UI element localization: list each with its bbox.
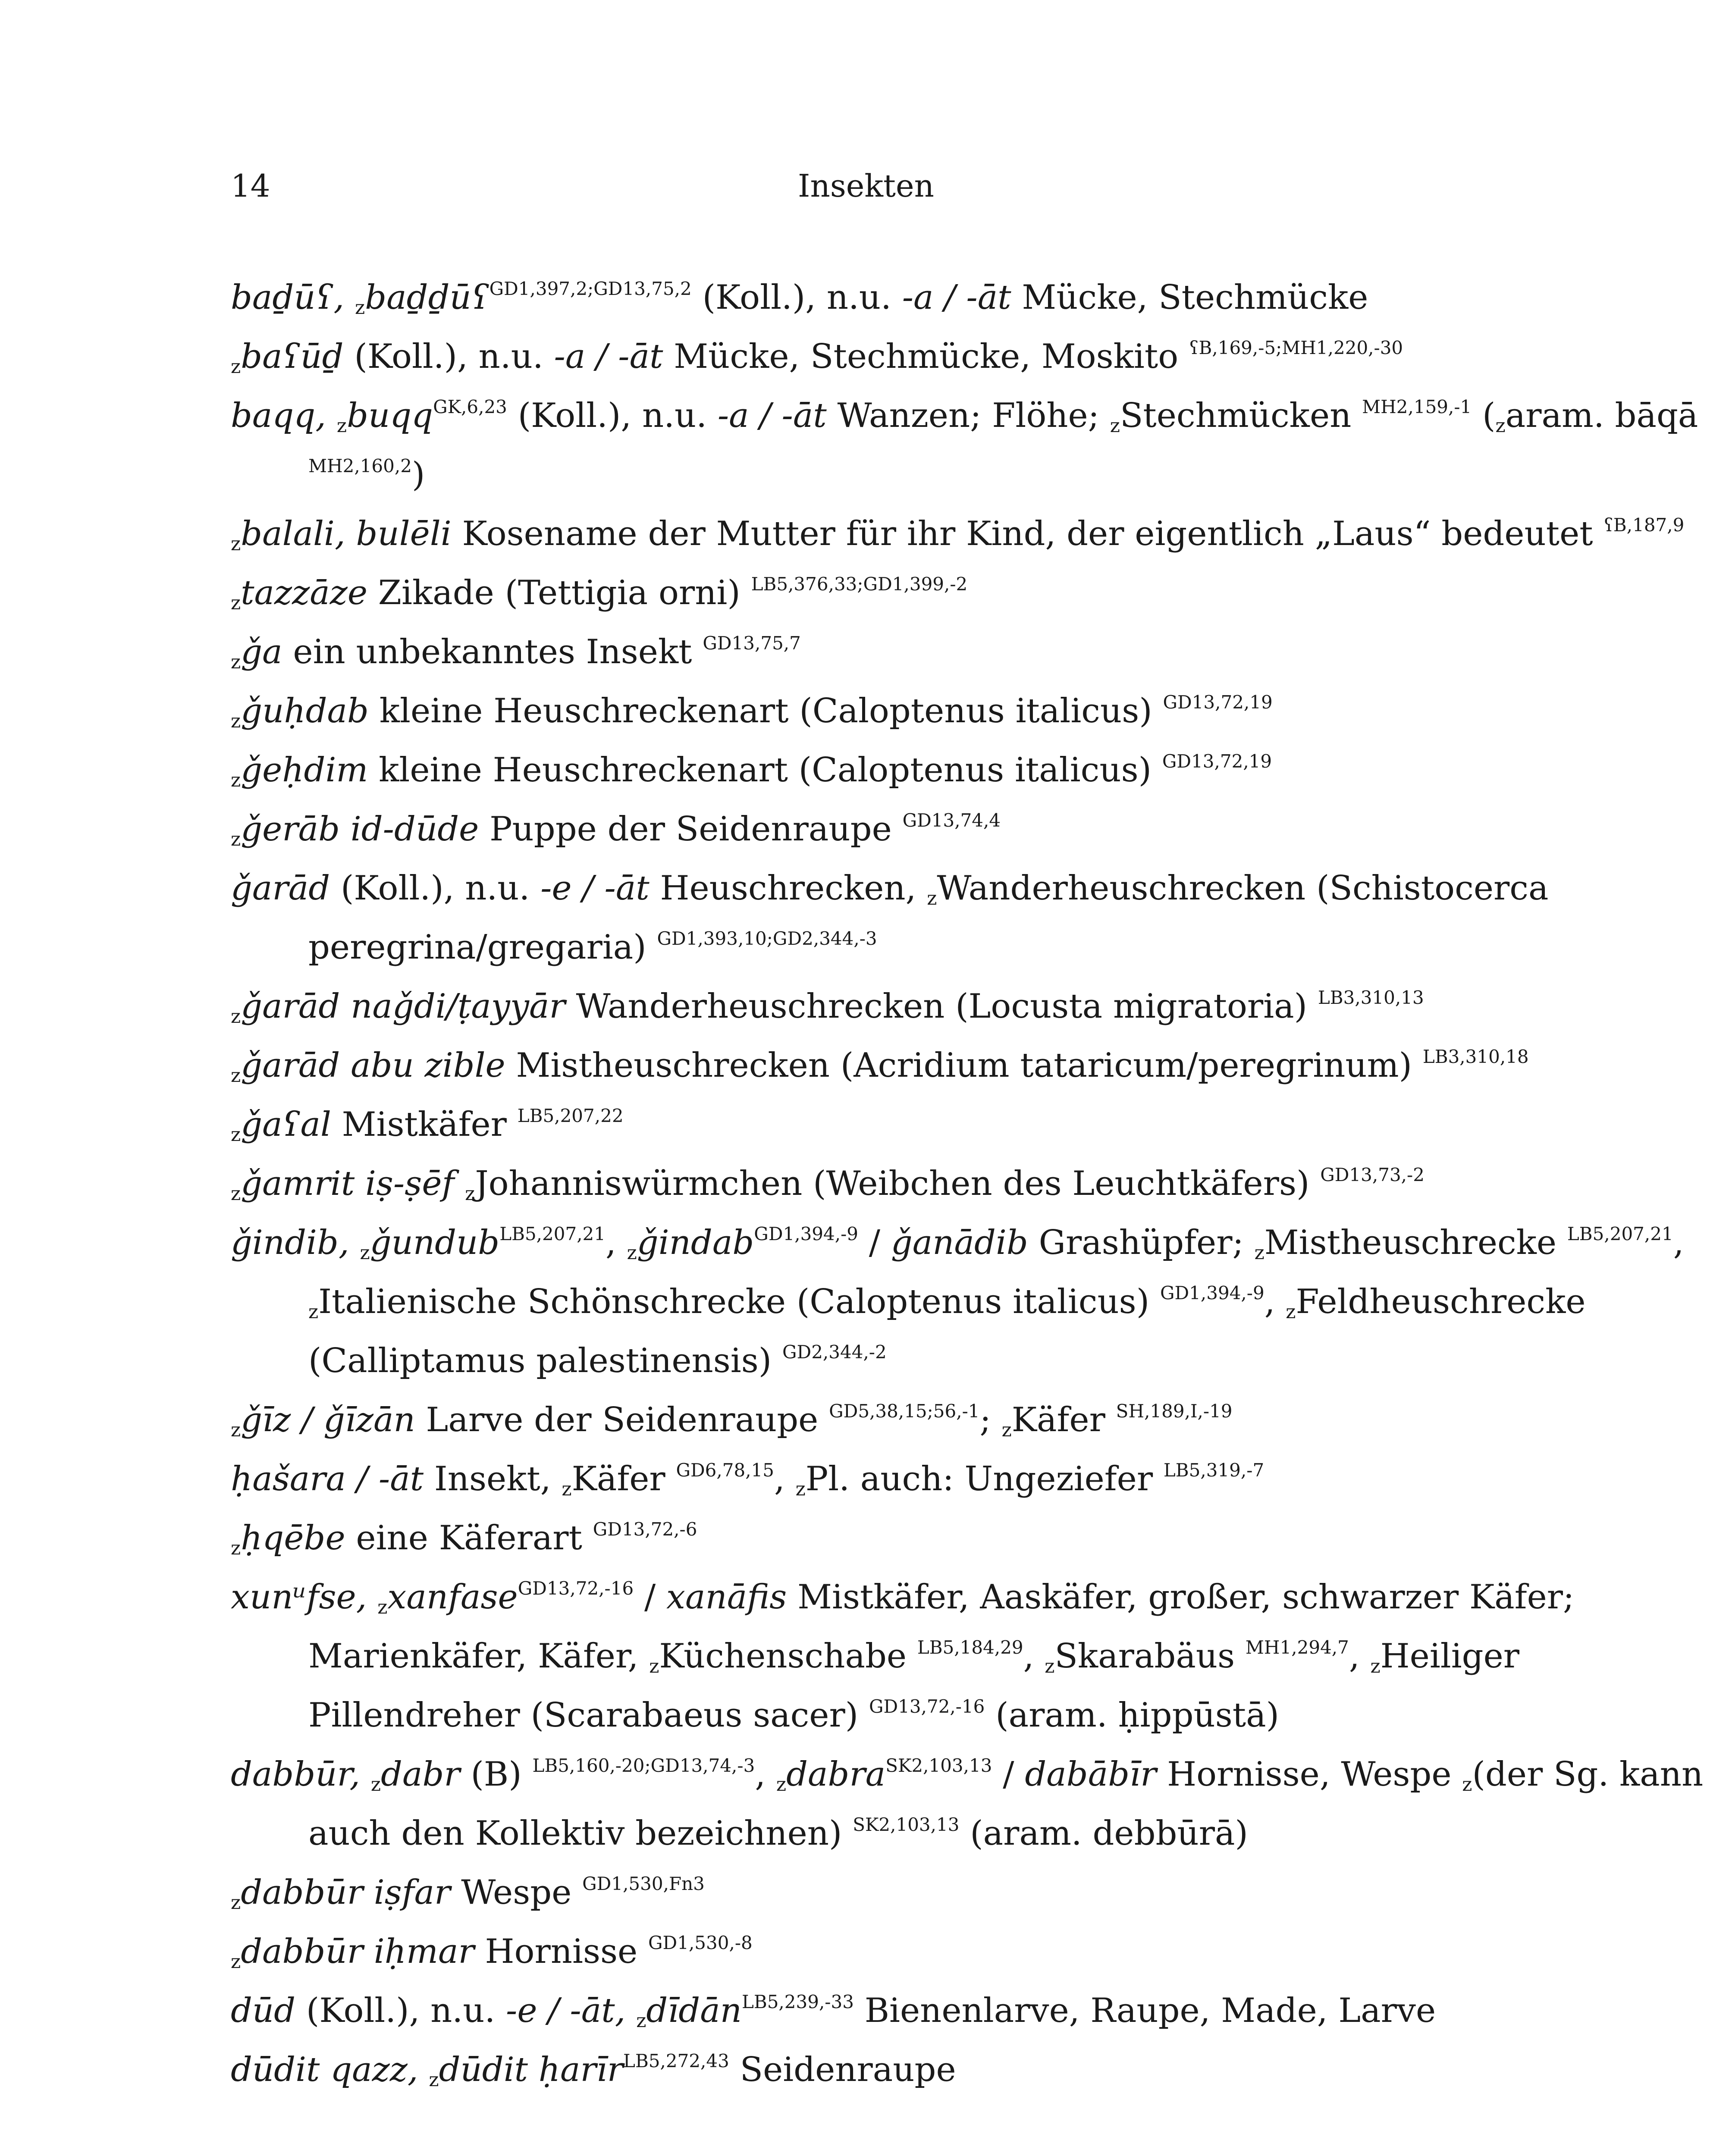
dictionary-entry xyxy=(231,741,1719,800)
dictionary-entry xyxy=(231,327,1719,386)
entry-text: Heuschrecken, xyxy=(649,869,927,908)
entry-text: , xyxy=(1264,1282,1286,1321)
entry-text: (der Sg. kann auch den Kollektiv bezeichnen) xyxy=(308,1755,1704,1853)
entry-text: ) xyxy=(411,455,425,494)
entry-text: Mistkäfer, Aaskäfer, großer, schwarzer Käfer; Marienkäfer, Käfer, xyxy=(308,1578,1575,1676)
dialect-marker: z xyxy=(355,297,365,319)
dialect-marker: z xyxy=(231,1183,241,1205)
entry-text: eine Käferart xyxy=(345,1519,593,1557)
source-reference: GD2,344,-2 xyxy=(782,1341,887,1363)
dictionary-entry xyxy=(231,1745,1719,1863)
entry-text: Mücke, Stechmücke, Moskito xyxy=(663,337,1189,376)
dialect-marker: z xyxy=(231,1419,241,1441)
entry-text: (Koll.), n.u. xyxy=(295,1991,506,2030)
source-reference: GD13,75,7 xyxy=(703,633,801,654)
dictionary-entry xyxy=(231,386,1719,505)
source-reference: ʕB,187,9 xyxy=(1603,514,1685,536)
entry-list xyxy=(231,268,1719,2100)
entry-text: Küchenschabe xyxy=(659,1637,917,1676)
source-reference: LB5,207,21 xyxy=(1567,1223,1673,1244)
headword: dabbūr iṣfar xyxy=(241,1873,451,1912)
source-reference: GD13,72,-16 xyxy=(518,1578,634,1599)
headword: dabra xyxy=(786,1755,886,1794)
headword: ǧindib, xyxy=(231,1223,360,1262)
source-reference: LB5,207,22 xyxy=(517,1105,624,1126)
entry-text: Larve der Seidenraupe xyxy=(415,1401,829,1439)
dictionary-entry xyxy=(231,1509,1719,1568)
source-reference: LB5,376,33;GD1,399,-2 xyxy=(751,573,968,595)
entry-text: Italienische Schönschrecke (Caloptenus italicus) xyxy=(318,1282,1160,1321)
source-reference: LB5,272,43 xyxy=(623,2050,729,2071)
dialect-marker: z xyxy=(627,1242,637,1264)
source-reference: GD1,397,2;GD13,75,2 xyxy=(489,278,692,299)
dialect-marker: z xyxy=(1370,1655,1381,1677)
headword: ǧaʕal xyxy=(241,1105,331,1144)
entry-text: , xyxy=(755,1755,776,1794)
entry-text: Heiliger Pillendreher (Scarabaeus sacer) xyxy=(308,1637,1520,1735)
entry-text: aram. bāqā xyxy=(1505,396,1698,435)
headword: baḏūʕ, xyxy=(231,278,355,317)
entry-text: Seidenraupe xyxy=(729,2050,956,2089)
dialect-marker: z xyxy=(231,1006,241,1028)
dictionary-entry xyxy=(231,800,1719,859)
entry-text: / xyxy=(634,1578,667,1617)
entry-text: Wespe xyxy=(450,1873,583,1912)
dictionary-entry xyxy=(231,505,1719,564)
dictionary-entry xyxy=(231,1213,1719,1391)
dictionary-entry xyxy=(231,1391,1719,1450)
dictionary-entry xyxy=(231,682,1719,741)
dictionary-entry xyxy=(231,2040,1719,2100)
dialect-marker: z xyxy=(1495,415,1506,437)
dictionary-entry xyxy=(231,1863,1719,1922)
headword: buqq xyxy=(347,396,433,435)
headword: ǧarād naǧdi/ṭayyār xyxy=(241,987,565,1026)
dialect-marker: z xyxy=(1254,1242,1264,1264)
dialect-marker: z xyxy=(231,769,241,791)
entry-text: kleine Heuschreckenart (Caloptenus italicus) xyxy=(368,751,1162,790)
dialect-marker: z xyxy=(1462,1774,1472,1796)
dialect-marker: z xyxy=(1045,1655,1055,1677)
dictionary-entry xyxy=(231,1095,1719,1154)
dictionary-entry xyxy=(231,1036,1719,1095)
entry-text: Pl. auch: Ungeziefer xyxy=(805,1460,1164,1498)
headword: xanfase xyxy=(387,1578,518,1617)
headword: ǧerāb id-dūde xyxy=(241,810,479,849)
headword: ǧarād xyxy=(231,869,330,908)
entry-text: ( xyxy=(1472,396,1496,435)
entry-text: Stechmücken xyxy=(1120,396,1362,435)
page-number: 14 xyxy=(231,168,270,204)
headword: ǧamrit iṣ-ṣēf xyxy=(241,1164,455,1203)
entry-text: Käfer xyxy=(1011,1401,1116,1439)
entry-text: (Koll.), n.u. xyxy=(343,337,554,376)
dictionary-entry xyxy=(231,1450,1719,1509)
dialect-marker: z xyxy=(429,2069,439,2091)
entry-text: Skarabäus xyxy=(1054,1637,1246,1676)
dialect-marker: z xyxy=(231,1892,241,1914)
dictionary-entry xyxy=(231,977,1719,1036)
headword: baʕūḏ xyxy=(241,337,344,376)
entry-text: Wanderheuschrecken (Schistocerca peregrina/gregaria) xyxy=(308,869,1549,967)
headword: dīdān xyxy=(646,1991,742,2030)
source-reference: GD5,38,15;56,-1 xyxy=(829,1401,980,1422)
entry-text: , xyxy=(1673,1223,1684,1262)
dialect-marker: z xyxy=(465,1183,475,1205)
entry-text: , xyxy=(1023,1637,1045,1676)
headword: xunᵘfse, xyxy=(231,1578,378,1617)
headword: ǧarād abu zible xyxy=(241,1046,505,1085)
dialect-marker: z xyxy=(377,1596,388,1618)
entry-text: kleine Heuschreckenart (Caloptenus italicus) xyxy=(368,692,1163,730)
headword: dabbūr iḥmar xyxy=(241,1932,474,1971)
dictionary-entry xyxy=(231,1568,1719,1745)
entry-text: , xyxy=(774,1460,796,1498)
dialect-marker: z xyxy=(231,1537,241,1559)
entry-text: Wanzen; Flöhe; xyxy=(826,396,1110,435)
dialect-marker: z xyxy=(231,1951,241,1973)
dictionary-entry xyxy=(231,1981,1719,2040)
source-reference: LB5,239,-33 xyxy=(741,1991,854,2012)
source-reference: GD13,73,-2 xyxy=(1320,1164,1425,1185)
dialect-marker: z xyxy=(231,651,241,673)
source-reference: LB3,310,13 xyxy=(1318,987,1424,1008)
headword: dūd xyxy=(231,1991,296,2030)
headword: -a / -āt xyxy=(554,337,663,376)
entry-text: Mistheuschrecke xyxy=(1264,1223,1567,1262)
source-reference: MH2,159,-1 xyxy=(1362,396,1472,417)
dialect-marker: z xyxy=(231,1065,241,1087)
dialect-marker: z xyxy=(231,592,241,614)
entry-text: (Koll.), n.u. xyxy=(691,278,902,317)
dialect-marker: z xyxy=(308,1301,319,1323)
source-reference: SH,189,I,-19 xyxy=(1116,1401,1233,1422)
headword: ḥqēbe xyxy=(241,1519,345,1557)
dialect-marker: z xyxy=(1286,1301,1296,1323)
entry-text: Puppe der Seidenraupe xyxy=(479,810,903,849)
entry-text: / xyxy=(992,1755,1025,1794)
source-reference: GD13,74,4 xyxy=(902,810,1001,831)
headword: dabbūr, xyxy=(231,1755,371,1794)
entry-text: Bienenlarve, Raupe, Made, Larve xyxy=(853,1991,1436,2030)
dialect-marker: z xyxy=(1110,415,1120,437)
headword: xanāfis xyxy=(666,1578,787,1617)
source-reference: GD13,72,-16 xyxy=(869,1696,985,1717)
entry-text: (Koll.), n.u. xyxy=(330,869,541,908)
dictionary-entry xyxy=(231,859,1719,977)
headword: -a / -āt xyxy=(717,396,827,435)
source-reference: GD13,72,19 xyxy=(1163,692,1273,713)
source-reference: SK2,103,13 xyxy=(853,1814,960,1835)
source-reference: ʕB,169,-5;MH1,220,-30 xyxy=(1189,337,1403,358)
headword: balali, bulēli xyxy=(241,514,452,553)
headword: baqq, xyxy=(231,396,337,435)
entry-text: Grashüpfer; xyxy=(1028,1223,1255,1262)
entry-text: (Koll.), n.u. xyxy=(507,396,718,435)
entry-text: Kosename der Mutter für ihr Kind, der eigentlich „Laus“ bedeutet xyxy=(451,514,1604,553)
entry-text: ein unbekanntes Insekt xyxy=(282,633,703,671)
source-reference: GD1,393,10;GD2,344,-3 xyxy=(657,928,877,949)
entry-text: Johanniswürmchen (Weibchen des Leuchtkäfers) xyxy=(475,1164,1321,1203)
entry-text: Hornisse, Wespe xyxy=(1156,1755,1462,1794)
source-reference: LB3,310,18 xyxy=(1422,1046,1529,1067)
source-reference: LB5,207,21 xyxy=(499,1223,606,1244)
dialect-marker: z xyxy=(231,356,241,378)
entry-text: (aram. debbūrā) xyxy=(959,1814,1248,1853)
entry-text: ; xyxy=(979,1401,1002,1439)
entry-text: Mistkäfer xyxy=(331,1105,518,1144)
dialect-marker: z xyxy=(776,1774,787,1796)
dialect-marker: z xyxy=(1001,1419,1012,1441)
entry-text: Feldheuschrecke (Calliptamus palestinensis) xyxy=(308,1282,1586,1380)
entry-text: (B) xyxy=(460,1755,533,1794)
dialect-marker: z xyxy=(231,533,241,555)
dialect-marker: z xyxy=(927,887,937,909)
headword: ǧundub xyxy=(370,1223,500,1262)
entry-text: (aram. ḥippūstā) xyxy=(985,1696,1280,1735)
headword: dabr xyxy=(381,1755,460,1794)
entry-text: Wanderheuschrecken (Locusta migratoria) xyxy=(565,987,1318,1026)
dictionary-entry xyxy=(231,1922,1719,1981)
dictionary-entry xyxy=(231,268,1719,327)
entry-text: Mücke, Stechmücke xyxy=(1011,278,1368,317)
entry-text: Käfer xyxy=(571,1460,676,1498)
source-reference: GD13,72,19 xyxy=(1162,751,1272,772)
source-reference: GD13,72,-6 xyxy=(593,1519,697,1540)
source-reference: MH1,294,7 xyxy=(1245,1637,1349,1658)
headword: ǧindab xyxy=(637,1223,754,1262)
source-reference: MH2,160,2 xyxy=(308,455,412,476)
entry-text: , xyxy=(606,1223,627,1262)
source-reference: LB5,319,-7 xyxy=(1163,1460,1264,1481)
headword: ḥašara / -āt xyxy=(231,1460,424,1498)
source-reference: LB5,184,29 xyxy=(917,1637,1023,1658)
entry-text xyxy=(454,1164,465,1203)
source-reference: GD1,394,-9 xyxy=(754,1223,858,1244)
headword: ǧanādib xyxy=(891,1223,1028,1262)
source-reference: GD1,530,-8 xyxy=(648,1932,753,1953)
source-reference: SK2,103,13 xyxy=(885,1755,992,1776)
headword: tazzāze xyxy=(241,573,367,612)
entry-text: Zikade (Tettigia orni) xyxy=(367,573,751,612)
headword: ǧeḥdim xyxy=(241,751,368,790)
headword: ǧuḥdab xyxy=(241,692,369,730)
entry-text: Insekt, xyxy=(424,1460,562,1498)
headword: dūdit ḥarīr xyxy=(439,2050,624,2089)
source-reference: GD6,78,15 xyxy=(676,1460,774,1481)
entry-text: Mistheuschrecken (Acridium tataricum/peregrinum) xyxy=(505,1046,1423,1085)
running-title: Insekten xyxy=(798,168,934,204)
headword: ǧīz / ǧīzān xyxy=(241,1401,415,1439)
dictionary-entry xyxy=(231,623,1719,682)
entry-text: Hornisse xyxy=(474,1932,648,1971)
source-reference: GD1,530,Fn3 xyxy=(582,1873,705,1894)
source-reference: LB5,160,-20;GD13,74,-3 xyxy=(532,1755,755,1776)
dialect-marker: z xyxy=(562,1478,572,1500)
entry-text: / xyxy=(858,1223,891,1262)
entry-text: , xyxy=(1349,1637,1371,1676)
headword: baḏḏūʕ xyxy=(365,278,489,317)
dialect-marker: z xyxy=(231,828,241,850)
source-reference: GD1,394,-9 xyxy=(1160,1282,1264,1304)
headword: dūdit qazz, xyxy=(231,2050,429,2089)
headword: ǧa xyxy=(241,633,282,671)
headword: -e / -āt xyxy=(540,869,650,908)
dialect-marker: z xyxy=(649,1655,659,1677)
dictionary-entry xyxy=(231,564,1719,623)
headword: -a / -āt xyxy=(902,278,1011,317)
source-reference: GK,6,23 xyxy=(433,396,507,417)
dialect-marker: z xyxy=(370,1774,381,1796)
dialect-marker: z xyxy=(231,710,241,732)
dialect-marker: z xyxy=(636,2010,646,2032)
dialect-marker: z xyxy=(360,1242,370,1264)
dialect-marker: z xyxy=(231,1124,241,1146)
headword: -e / -āt, xyxy=(506,1991,637,2030)
dialect-marker: z xyxy=(795,1478,806,1500)
dictionary-entry xyxy=(231,1154,1719,1213)
headword: dabābīr xyxy=(1025,1755,1157,1794)
dialect-marker: z xyxy=(336,415,347,437)
